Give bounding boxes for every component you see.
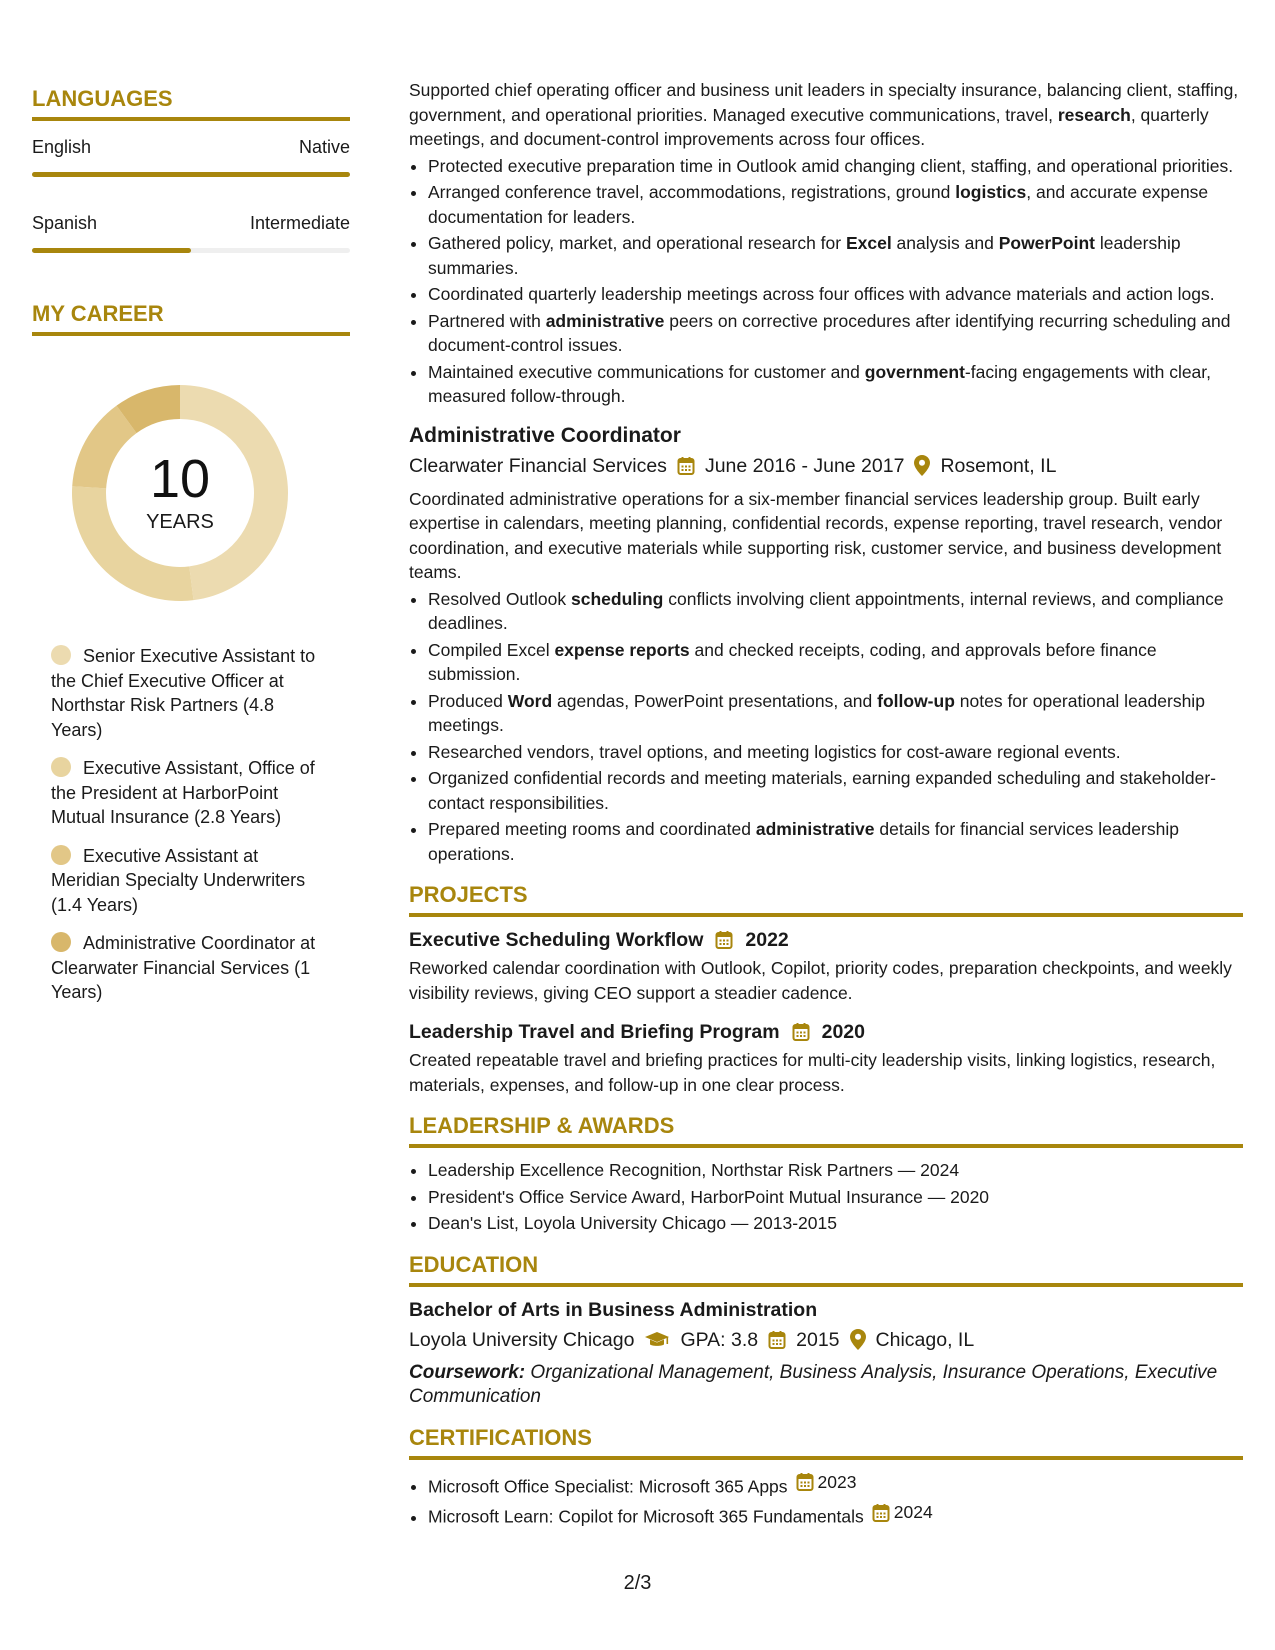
certification-item [428,1470,1243,1499]
career-legend [32,644,350,1005]
text-run: Coordinated administrative operations for a six-member financial services leadership group. Built early expertise in calendars, meeting planning, confidential records, expense reporting, travel research, vendor coordination, and executive materials while supporting risk, customer service, and business development teams. [409,488,1223,582]
job-title: Administrative Coordinator [409,423,681,447]
text-run: agendas, PowerPoint presentations, and [552,690,878,711]
text-run: Arranged conference travel, accommodations, registrations, ground [428,182,956,202]
certification-year-text: 2023 [817,1471,857,1492]
language-bar [32,172,350,177]
awards-list [409,1158,1243,1236]
certifications-title: CERTIFICATIONS [409,1425,1243,1460]
bold-keyword: scheduling [571,588,664,609]
job-company: Clearwater Financial Services [409,454,667,477]
certification-year [796,1470,857,1495]
award-item: • Dean's List, Loyola University Chicago — 2013-2015 [428,1211,1243,1236]
text-run: Gathered policy, market, and operational research for [428,233,846,253]
certifications-list [409,1470,1243,1530]
bold-keyword: government [864,361,965,382]
project-year: 2022 [745,929,789,951]
certification-year-text: 2024 [893,1502,933,1523]
language-name: Spanish [32,213,98,233]
language-bar-fill [32,172,350,177]
award-item: • President's Office Service Award, HarborPoint Mutual Insurance — 2020 [428,1185,1243,1210]
calendar-icon [872,1503,890,1523]
career-title: MY CAREER [32,301,350,336]
coursework-label: Coursework: [409,1361,526,1383]
bold-keyword: follow-up [877,690,955,711]
text-run: and checked receipts, coding, and approvals before finance submission. [428,639,1157,684]
job-dates: June 2016 - June 2017 [704,454,905,477]
text-run: Researched vendors, travel options, and meeting logistics for cost-aware regional events. [428,741,1121,762]
language-bar-fill [32,248,191,253]
job-bullets [409,154,1243,409]
education-degree: Bachelor of Arts in Business Administration [409,1298,818,1321]
education-gpa: GPA: 3.8 [680,1328,759,1351]
certification-item [428,1500,1243,1529]
text-run: peers on corrective procedures after identifying recurring scheduling and document-control issues. [428,310,1231,355]
bold-keyword: administrative [545,310,665,331]
job-bullet [428,309,1243,358]
bold-keyword: expense reports [554,639,690,660]
awards-title: LEADERSHIP & AWARDS [409,1113,1243,1148]
project-name: Executive Scheduling Workflow [409,929,704,951]
job-bullet [428,766,1243,815]
job-bullet [428,360,1243,409]
career-dot-icon [51,932,71,952]
project-year: 2020 [821,1021,865,1043]
text-run: notes for operational leadership meetings. [428,690,1205,735]
text-run: Protected executive preparation time in Outlook amid changing client, staffing, and operational priorities. [428,155,1234,176]
project-item [409,1019,1243,1097]
education-coursework [409,1361,1243,1409]
project-name: Leadership Travel and Briefing Program [409,1021,780,1043]
certification-name: Microsoft Office Specialist: Microsoft 365 Apps [428,1475,788,1496]
coursework-text: Organizational Management, Business Analysis, Insurance Operations, Executive Communication [409,1361,1218,1407]
career-dot-icon [51,645,71,665]
projects-title: PROJECTS [409,882,1243,917]
project-description: Reworked calendar coordination with Outlook, Copilot, priority codes, preparation checkpoints, and weekly visibility reviews, giving CEO support a steadier cadence. [409,958,1232,1003]
bold-keyword: Excel [845,233,892,253]
project-item [409,927,1243,1005]
education-year: 2015 [796,1328,840,1351]
text-run: Compiled Excel [428,639,555,660]
education-title: EDUCATION [409,1252,1243,1287]
text-run: , and accurate expense documentation for leaders. [428,182,1209,227]
calendar-icon [796,1472,814,1492]
career-item-text: Administrative Coordinator at Clearwater Financial Services (1 Years) [51,933,316,1002]
location-pin-icon [850,1329,866,1350]
languages-list [32,135,350,253]
job-bullet [428,817,1243,866]
career-item [32,931,323,1005]
text-run: Resolved Outlook [428,588,571,609]
job-bullet [428,231,1243,280]
job-bullet [428,740,1243,765]
text-run: Partnered with [428,310,546,331]
sidebar [32,86,350,1019]
text-run: Coordinated quarterly leadership meetings across four offices with advance materials and action logs. [428,284,1215,304]
language-level: Intermediate [249,213,350,233]
text-run: Supported chief operating officer and business unit leaders in specialty insurance, balancing client, staffing, government, and operational priorities. Managed executive communications, travel, [409,80,1239,125]
job-summary [409,78,1243,152]
text-run: leadership summaries. [428,233,1181,278]
career-donut-center [67,450,293,534]
career-item-text: Executive Assistant at Meridian Specialty Underwriters (1.4 Years) [51,845,306,915]
calendar-icon [792,1022,810,1042]
project-header [409,1019,1243,1045]
job-bullet [428,282,1243,307]
job-bullet [428,154,1243,179]
career-item [32,756,323,830]
text-run: details for financial services leadership operations. [428,819,1179,864]
language-level: Native [298,137,350,157]
education-meta [409,1327,1243,1353]
career-donut [67,380,293,606]
text-run: -facing engagements with clear, measured follow-through. [428,361,1212,406]
bold-keyword: research [1057,104,1131,125]
bold-keyword: PowerPoint [998,233,1095,253]
bold-keyword: administrative [755,819,875,839]
job-bullet [428,689,1243,738]
calendar-icon [677,456,695,476]
certification-year [872,1500,933,1525]
language-row [32,211,350,235]
text-run: Produced [428,690,508,711]
job-meta [409,453,1243,479]
text-run: Organized confidential records and meeting materials, earning expanded scheduling and stakeholder-contact responsibilities. [428,768,1216,813]
education-location: Chicago, IL [875,1328,975,1351]
calendar-icon [768,1330,786,1350]
education-school: Loyola University Chicago [409,1328,635,1351]
award-item: • Leadership Excellence Recognition, Northstar Risk Partners — 2024 [428,1158,1243,1183]
languages-title: LANGUAGES [32,86,350,121]
projects-list [409,927,1243,1097]
certification-name: Microsoft Learn: Copilot for Microsoft 365 Fundamentals [428,1506,864,1527]
job-bullet [428,638,1243,687]
main-content [409,78,1243,1531]
career-item-text: Senior Executive Assistant to the Chief Executive Officer at Northstar Risk Partners (4.8 Years) [51,646,316,740]
language-name: English [32,137,92,157]
career-total-years: 10 [149,449,211,509]
job-bullet [428,180,1243,229]
career-item [32,844,323,918]
text-run: Maintained executive communications for customer and [428,361,865,382]
project-header [409,927,1243,953]
graduation-cap-icon [644,1331,670,1349]
page-number: 2/3 [623,1572,652,1594]
job-bullet [428,587,1243,636]
project-description: Created repeatable travel and briefing practices for multi-city leadership visits, linking logistics, research, materials, expenses, and follow-up in one clear process. [409,1050,1216,1095]
career-item [32,644,323,742]
bold-keyword: logistics [955,182,1027,202]
job-bullets [409,587,1243,867]
calendar-icon [715,930,733,950]
bold-keyword: Word [507,690,553,711]
career-dot-icon [51,757,71,777]
job-summary [409,487,1243,585]
career-item-text: Executive Assistant, Office of the President at HarborPoint Mutual Insurance (2.8 Years) [51,758,315,827]
location-pin-icon [914,455,930,476]
text-run: conflicts involving client appointments, internal reviews, and compliance deadlines. [428,588,1224,633]
text-run: analysis and [891,233,999,253]
career-dot-icon [51,845,71,865]
language-row [32,135,350,159]
job-location: Rosemont, IL [940,454,1057,477]
career-years-label: YEARS [146,511,214,533]
text-run: Prepared meeting rooms and coordinated [428,819,756,839]
text-run: , quarterly meetings, and document-control improvements across four offices. [409,104,1209,149]
language-bar [32,248,350,253]
